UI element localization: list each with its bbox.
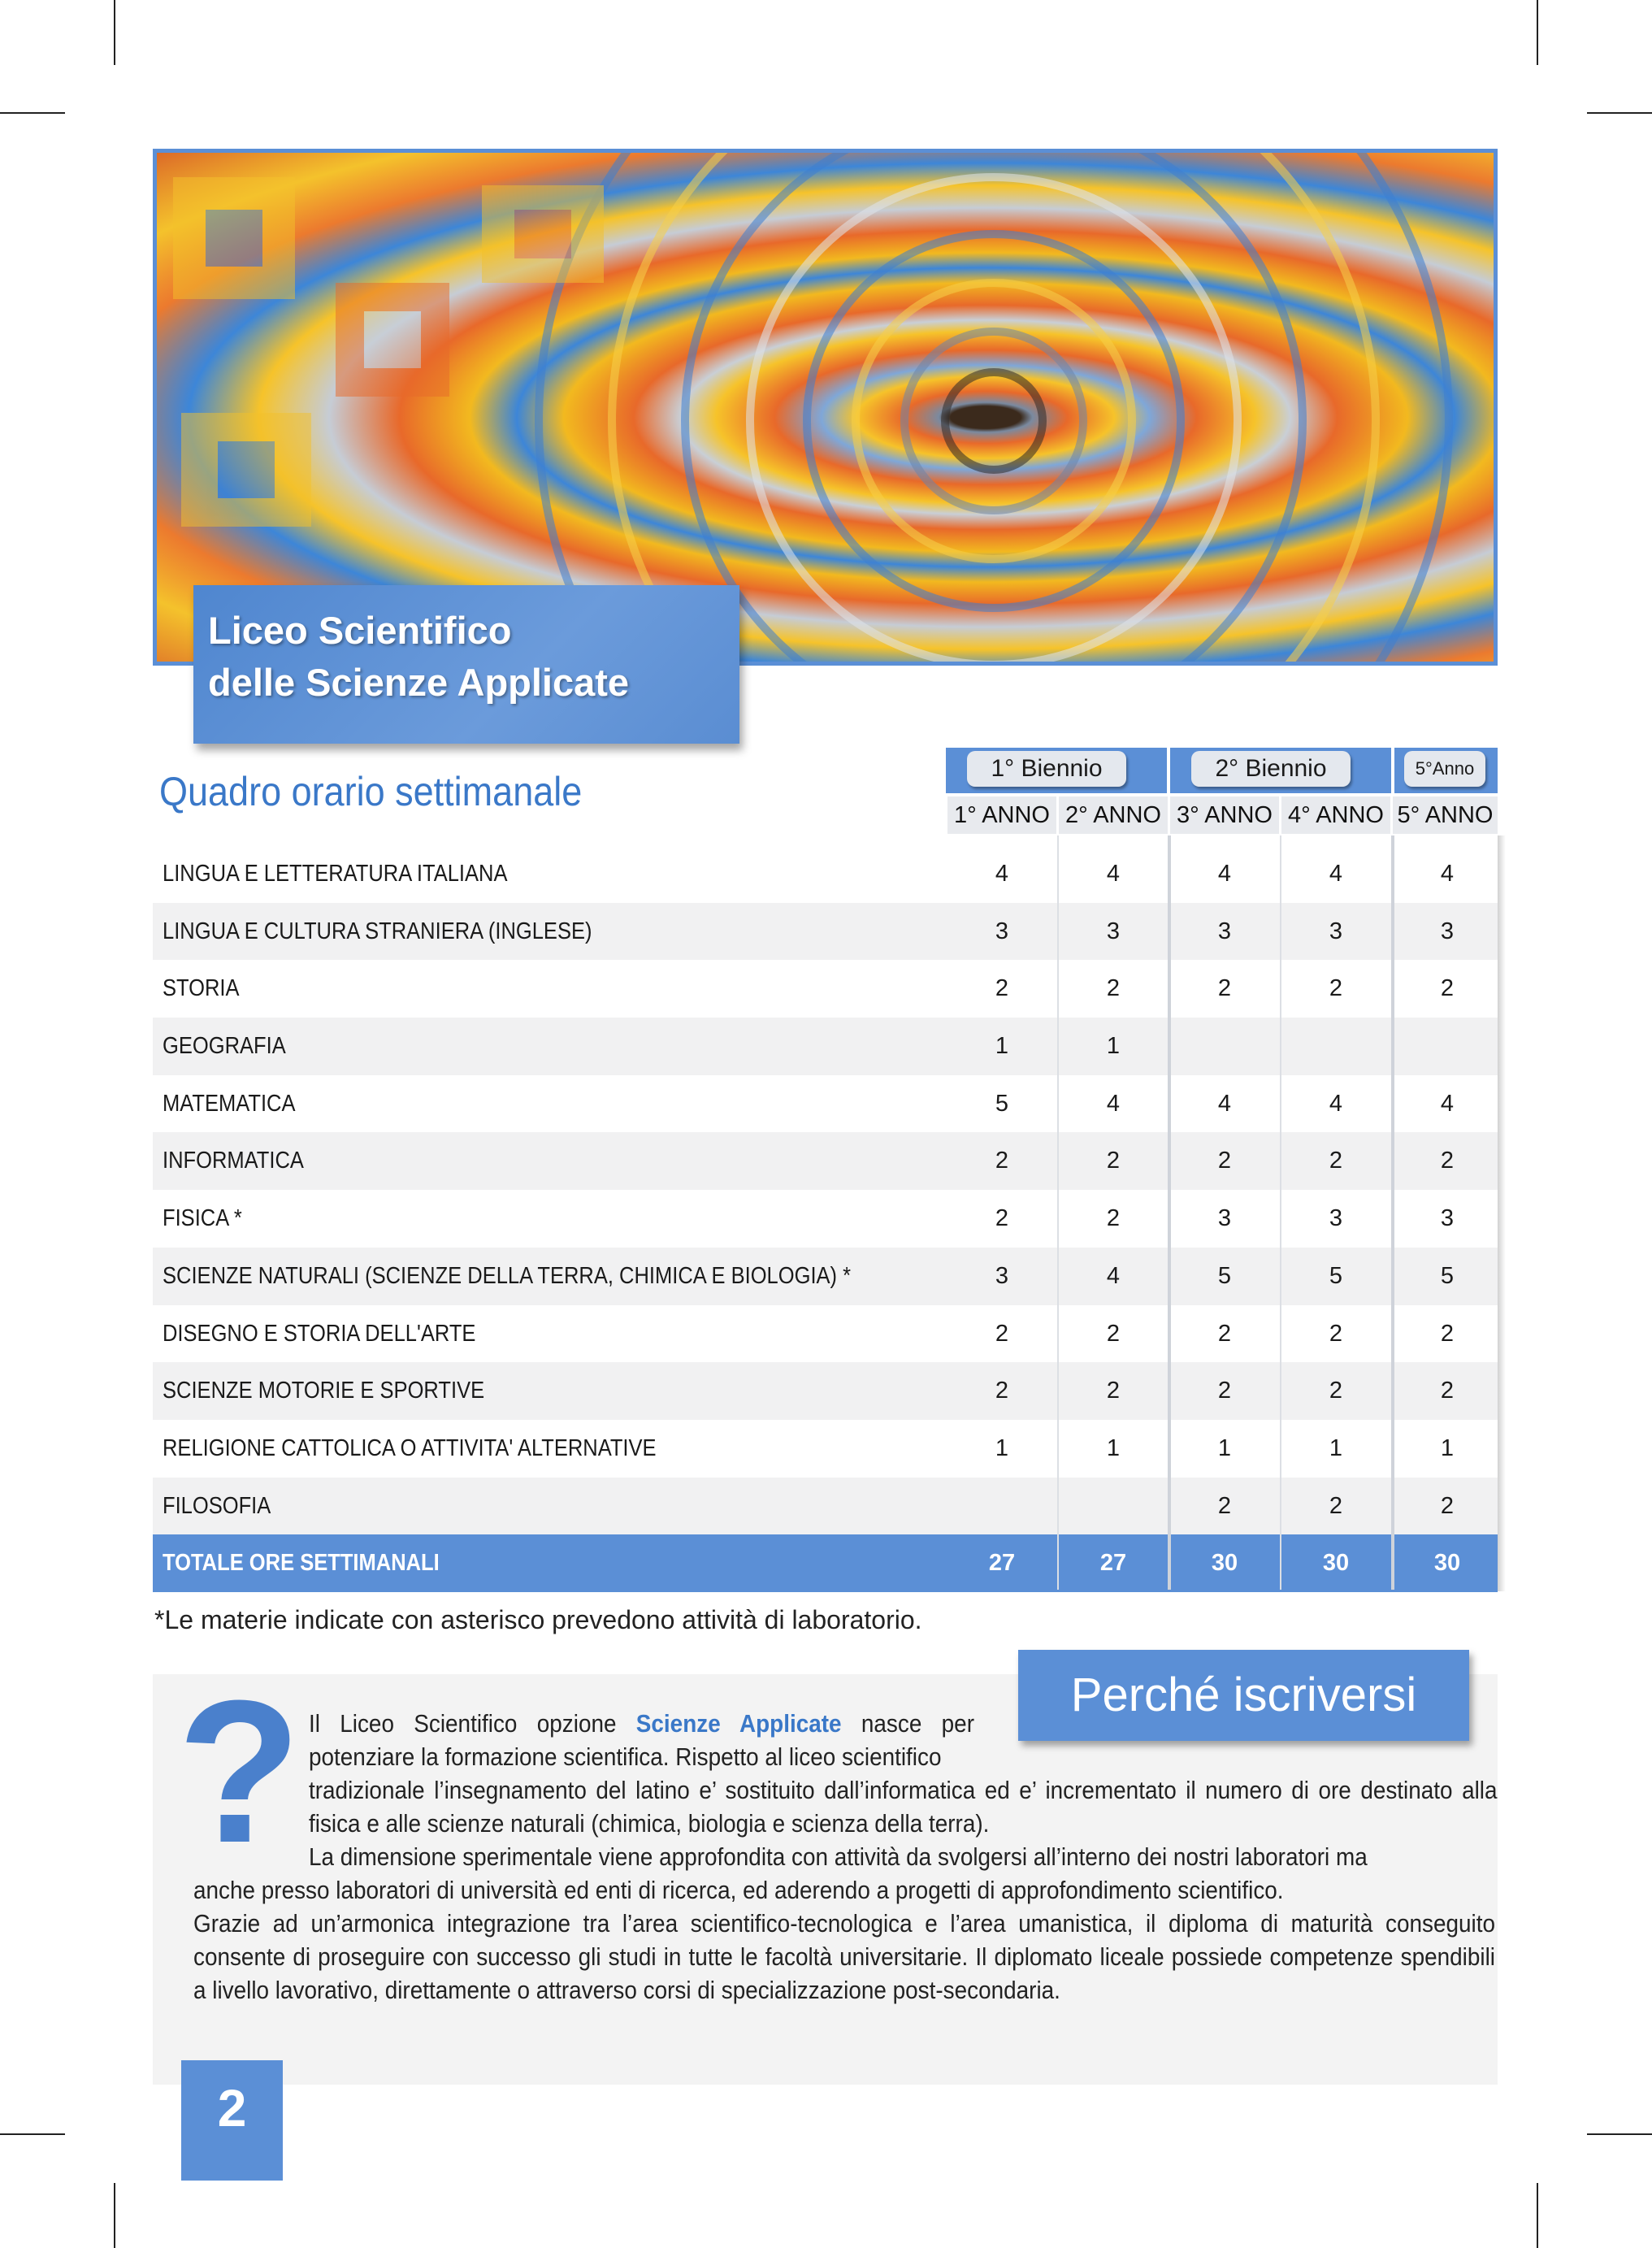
- hours-cell: 1: [1106, 1434, 1121, 1461]
- hours-cell: 4: [1329, 861, 1343, 887]
- total-cell: 27: [1099, 1550, 1127, 1577]
- crop-mark: [1537, 2183, 1538, 2248]
- column-header: 5° ANNO: [1393, 796, 1498, 834]
- subject-name: LINGUA E CULTURA STRANIERA (INGLESE): [163, 918, 592, 944]
- group-label-biennio1: 1° Biennio: [967, 751, 1126, 787]
- hours-cell: 4: [1440, 861, 1455, 887]
- subject-name: DISEGNO E STORIA DELL'ARTE: [163, 1320, 476, 1347]
- paragraph-sperimentale-first: La dimensione sperimentale viene approfondita con attività da svolgersi all’interno dei nostri laboratori ma: [309, 1842, 1368, 1871]
- total-cell: 30: [1433, 1550, 1461, 1577]
- hours-cell: 2: [1106, 1205, 1121, 1232]
- hours-cell: 2: [1329, 1378, 1343, 1404]
- hours-cell: 1: [1217, 1434, 1232, 1461]
- hours-cell: 2: [1217, 975, 1232, 1002]
- total-cell: 27: [988, 1550, 1016, 1577]
- hours-cell: 4: [1106, 1090, 1121, 1117]
- hours-cell: 3: [1217, 1205, 1232, 1232]
- crop-mark: [1587, 2133, 1652, 2135]
- subject-name: STORIA: [163, 975, 240, 1002]
- intro-text-end: nasce per potenziare la formazione scientifica. Rispetto al liceo scientifico: [309, 1709, 974, 1771]
- hours-cell: 2: [1329, 1320, 1343, 1347]
- page-number: 2: [181, 2060, 283, 2181]
- hours-cell: 2: [995, 1378, 1009, 1404]
- group-label-biennio2: 2° Biennio: [1191, 751, 1351, 787]
- column-divider: [1168, 835, 1171, 1590]
- table-row: [153, 1075, 1498, 1133]
- paragraph-tradizionale: tradizionale l’insegnamento del latino e’ sostituito dall’informatica ed e’ incrementato il numero di ore destinato alla fisica e alle scienze naturali (chimica, biologia e scienza della terra).: [309, 1776, 1498, 1838]
- hours-cell: 3: [995, 1262, 1009, 1289]
- hours-cell: 3: [995, 918, 1009, 944]
- table-row: [153, 1305, 1498, 1363]
- subject-name: LINGUA E LETTERATURA ITALIANA: [163, 861, 508, 887]
- total-row: [153, 1534, 1498, 1592]
- subject-name: MATEMATICA: [163, 1090, 296, 1117]
- column-header: 3° ANNO: [1170, 796, 1279, 834]
- hours-cell: 1: [995, 1033, 1009, 1060]
- hours-cell: 2: [1329, 1492, 1343, 1519]
- perche-title: Perché iscriversi: [1018, 1650, 1469, 1741]
- hours-cell: 5: [995, 1090, 1009, 1117]
- subject-name: FILOSOFIA: [163, 1492, 271, 1519]
- highlight-text: Scienze Applicate: [635, 1709, 842, 1738]
- table-row: [153, 1248, 1498, 1305]
- hours-cell: 3: [1106, 918, 1121, 944]
- hours-cell: 2: [1440, 1492, 1455, 1519]
- hours-cell: 3: [1440, 918, 1455, 944]
- hours-cell: 5: [1217, 1262, 1232, 1289]
- intro-text-start: Il Liceo Scientifico opzione: [309, 1709, 636, 1738]
- table-row: [153, 845, 1498, 903]
- hours-cell: 2: [1329, 975, 1343, 1002]
- hours-cell: 2: [995, 1148, 1009, 1174]
- hours-cell: 2: [1217, 1320, 1232, 1347]
- hours-cell: 4: [1440, 1090, 1455, 1117]
- subject-name: INFORMATICA: [163, 1148, 304, 1174]
- hours-cell: 1: [1440, 1434, 1455, 1461]
- paragraph-intro: [309, 1707, 974, 1773]
- hours-cell: 2: [1106, 975, 1121, 1002]
- question-mark-icon: ?: [177, 1658, 301, 1885]
- subject-name: SCIENZE NATURALI (SCIENZE DELLA TERRA, CHIMICA E BIOLOGIA) *: [163, 1262, 852, 1289]
- table-shadow: [1498, 835, 1506, 1591]
- group-label-quinto: 5°Anno: [1404, 751, 1485, 787]
- table-row: [153, 1190, 1498, 1248]
- hours-cell: 2: [1106, 1378, 1121, 1404]
- hours-cell: 2: [1440, 975, 1455, 1002]
- column-header: 4° ANNO: [1281, 796, 1390, 834]
- hours-cell: 3: [1329, 1205, 1343, 1232]
- column-divider: [1391, 835, 1394, 1590]
- hours-cell: 2: [1106, 1320, 1121, 1347]
- subject-name: GEOGRAFIA: [163, 1033, 286, 1060]
- paragraph-grazie: Grazie ad un’armonica integrazione tra l’area scientifico-tecnologica e l’area umanistica, il diploma di maturità conseguito consente di proseguire con successo gli studi in tutte le facoltà universitarie. Il diplomato liceale possiede competenze spendibili a livello lavorativo, direttamente o attraverso corsi di specializzazione post-secondaria.: [193, 1909, 1495, 2004]
- hours-cell: 4: [1329, 1090, 1343, 1117]
- hours-cell: 3: [1217, 918, 1232, 944]
- hours-cell: 2: [1440, 1320, 1455, 1347]
- table-row: [153, 960, 1498, 1018]
- table-row: [153, 903, 1498, 961]
- hours-cell: 4: [1217, 1090, 1232, 1117]
- hours-cell: 2: [1106, 1148, 1121, 1174]
- hours-cell: 5: [1329, 1262, 1343, 1289]
- crop-mark: [114, 0, 115, 65]
- column-divider: [1280, 835, 1281, 1590]
- hours-cell: 1: [1329, 1434, 1343, 1461]
- crop-mark: [0, 112, 65, 114]
- page-title-line2: delle Scienze Applicate: [208, 661, 630, 704]
- subject-name: FISICA *: [163, 1205, 242, 1232]
- hours-cell: 4: [995, 861, 1009, 887]
- table-row: [153, 1478, 1498, 1535]
- hours-cell: 1: [1106, 1033, 1121, 1060]
- hours-cell: 2: [1217, 1378, 1232, 1404]
- hours-cell: 2: [1329, 1148, 1343, 1174]
- hours-cell: 4: [1106, 1262, 1121, 1289]
- total-cell: 30: [1211, 1550, 1238, 1577]
- column-header: 1° ANNO: [947, 796, 1056, 834]
- crop-mark: [1587, 112, 1652, 114]
- hours-cell: 2: [995, 1205, 1009, 1232]
- hours-cell: 5: [1440, 1262, 1455, 1289]
- hours-cell: 2: [995, 1320, 1009, 1347]
- column-divider: [1057, 835, 1059, 1590]
- crop-mark: [0, 2133, 65, 2135]
- schedule-title: Quadro orario settimanale: [159, 769, 583, 814]
- crop-mark: [1537, 0, 1538, 65]
- total-cell: 30: [1322, 1550, 1350, 1577]
- table-row: [153, 1362, 1498, 1420]
- hours-cell: 2: [1440, 1148, 1455, 1174]
- column-header: 2° ANNO: [1059, 796, 1168, 834]
- paragraph-sperimentale-rest: anche presso laboratori di università ed enti di ricerca, ed aderendo a progetti di approfondimento scientifico.: [193, 1876, 1284, 1904]
- hours-cell: 2: [995, 975, 1009, 1002]
- schedule-table: [153, 845, 1498, 1592]
- table-row: [153, 1420, 1498, 1478]
- hours-cell: 3: [1329, 918, 1343, 944]
- footnote: *Le materie indicate con asterisco prevedono attività di laboratorio.: [154, 1605, 922, 1634]
- hours-cell: 4: [1217, 861, 1232, 887]
- subject-name: SCIENZE MOTORIE E SPORTIVE: [163, 1378, 485, 1404]
- page-title-box: [193, 585, 739, 744]
- hours-cell: 4: [1106, 861, 1121, 887]
- hours-cell: 3: [1440, 1205, 1455, 1232]
- hours-cell: 2: [1217, 1492, 1232, 1519]
- crop-mark: [114, 2183, 115, 2248]
- table-row: [153, 1132, 1498, 1190]
- hours-cell: 2: [1440, 1378, 1455, 1404]
- table-row: [153, 1018, 1498, 1075]
- subject-name: RELIGIONE CATTOLICA O ATTIVITA' ALTERNATIVE: [163, 1434, 657, 1461]
- total-label: TOTALE ORE SETTIMANALI: [163, 1550, 440, 1577]
- hours-cell: 1: [995, 1434, 1009, 1461]
- hours-cell: 2: [1217, 1148, 1232, 1174]
- page-title-line1: Liceo Scientifico: [208, 609, 512, 652]
